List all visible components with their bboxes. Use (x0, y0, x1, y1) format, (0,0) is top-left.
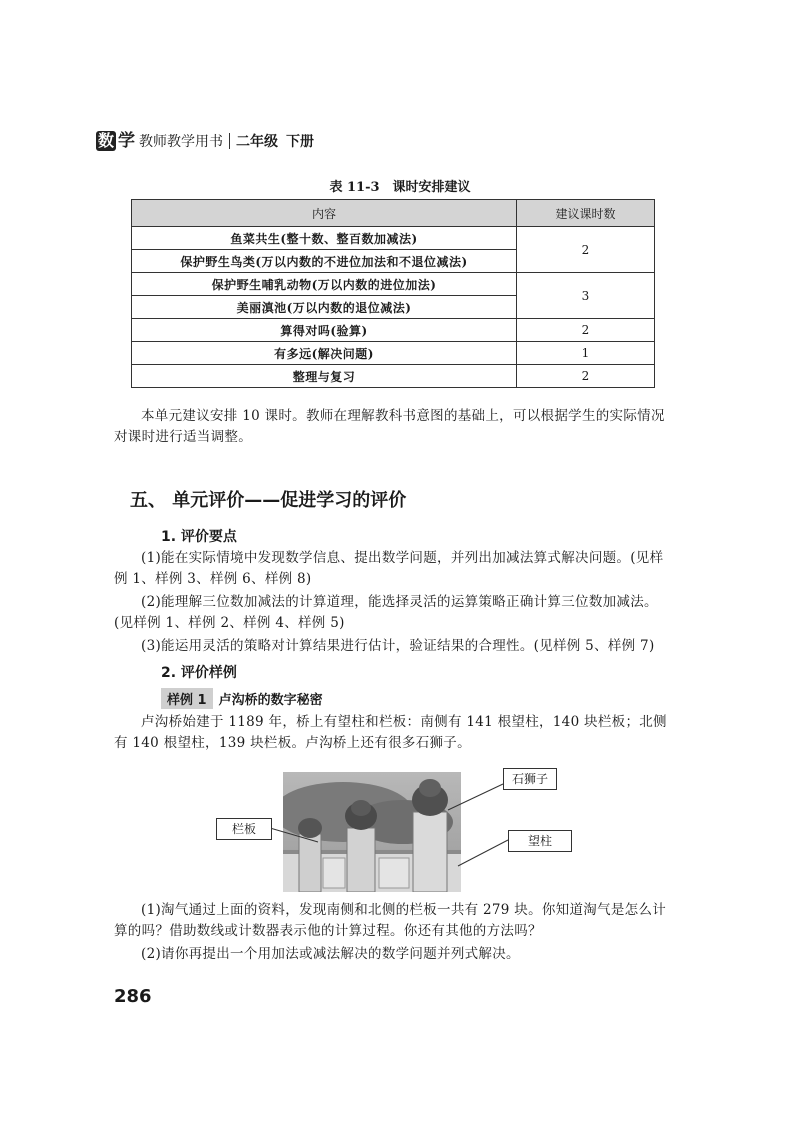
table-caption: 表 11-3 课时安排建议 (329, 180, 471, 195)
book-title: 教师教学用书 (139, 134, 224, 150)
row-hours: 3 (517, 273, 655, 319)
row-content: 保护野生鸟类(万以内数的不进位加法和不退位减法) (132, 250, 517, 273)
evaluation-point-2: (2)能理解三位数加减法的计算道理，能选择灵活的运算策略正确计算三位数加减法。(见样例 1、样例 2、样例 4、样例 5) (114, 594, 658, 631)
question-1: (1)淘气通过上面的资料，发现南侧和北侧的栏板一共有 279 块。你知道淘气是怎么计算的吗？借助数线或计数器表示他的计算过程。你还有其他的方法吗？ (114, 902, 667, 939)
row-content: 保护野生哺乳动物(万以内数的进位加法) (132, 273, 517, 296)
logo-char-2: 学 (118, 131, 136, 151)
example-description: 卢沟桥始建于 1189 年，桥上有望柱和栏板：南侧有 141 根望柱，140 块栏板；北侧有 140 根望柱，139 块栏板。卢沟桥上还有很多石狮子。 (114, 714, 667, 751)
evaluation-point-1: (1)能在实际情境中发现数学信息、提出数学问题，并列出加减法算式解决问题。(见样例 1、样例 3、样例 6、样例 8) (114, 550, 664, 587)
header-content: 内容 (132, 200, 517, 227)
logo-char-1: 数 (98, 131, 115, 150)
row-hours: 2 (517, 227, 655, 273)
intro-paragraph: 本单元建议安排 10 课时。教师在理解教科书意图的基础上，可以根据学生的实际情况对课时进行适当调整。 (114, 408, 665, 445)
subsection-title-1: 1. 评价要点 (161, 529, 237, 545)
row-content: 整理与复习 (132, 365, 517, 388)
question-2: (2)请你再提出一个用加法或减法解决的数学问题并列式解决。 (141, 946, 520, 962)
callout-pillar: 望柱 (508, 830, 572, 852)
page-number: 286 (114, 986, 152, 1007)
row-content: 算得对吗(验算) (132, 319, 517, 342)
callout-panel: 栏板 (216, 818, 272, 840)
volume-label: 下册 (286, 134, 315, 150)
grade-label: 二年级 (236, 134, 279, 150)
row-hours: 1 (517, 342, 655, 365)
callout-lion: 石狮子 (503, 768, 557, 790)
row-content: 美丽滇池(万以内数的退位减法) (132, 296, 517, 319)
row-content: 有多远(解决问题) (132, 342, 517, 365)
evaluation-point-3: (3)能运用灵活的策略对计算结果进行估计，验证结果的合理性。(见样例 5、样例 7) (141, 638, 655, 654)
header-hours: 建议课时数 (517, 200, 655, 227)
row-hours: 2 (517, 319, 655, 342)
row-content: 鱼菜共生(整十数、整百数加减法) (132, 227, 517, 250)
section-title: 五、 单元评价——促进学习的评价 (130, 490, 407, 511)
subsection-title-2: 2. 评价样例 (161, 665, 237, 681)
row-hours: 2 (517, 365, 655, 388)
example-tag: 样例 1 (161, 688, 213, 709)
example-title: 卢沟桥的数字秘密 (218, 693, 323, 708)
